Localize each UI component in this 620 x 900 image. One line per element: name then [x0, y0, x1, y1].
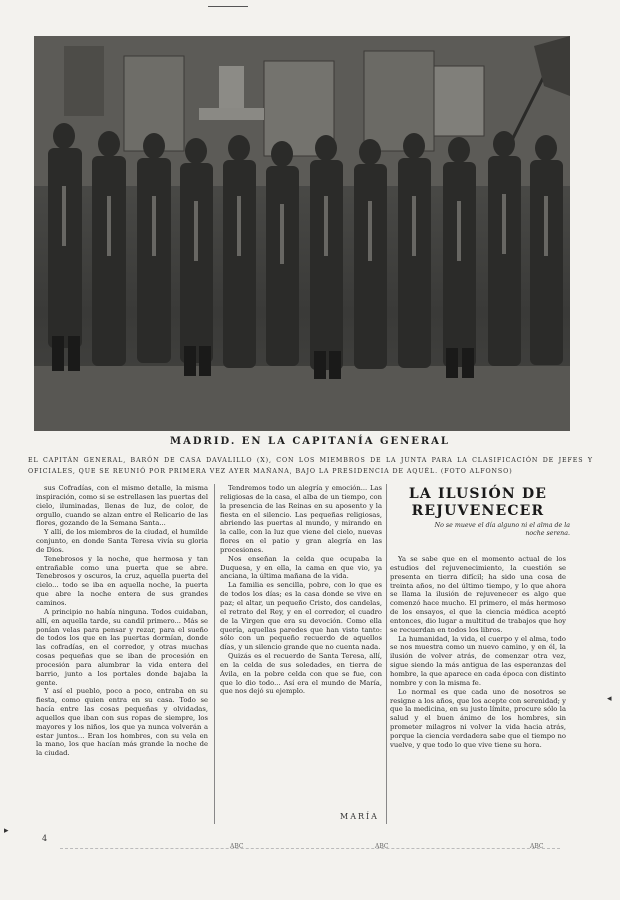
paragraph: A principio no había ninguna. Todos cuidaban, allí, en aquella tarde, su candil primero... Más se ponían velas para pensar y rezar, para el sueño de todos los que en las puertas dormían, donde las cofradías, en el corredor, y otras muchas cosas pequeñas que se iban de procesión en procesión para alumbrar la vida entera del barrio, junto a los portales donde bajaba la gente. [36, 607, 208, 687]
photo-illustration [34, 36, 570, 431]
paragraph: Y allí, de los miembros de la ciudad, el humilde conjunto, en donde Santa Teresa vivía su gloria de Dios. [36, 528, 208, 554]
paragraph: La humanidad, la vida, el cuerpo y el alma, todo se nos muestra como un nuevo camino, y en él, la ilusión de volver atrás, de comenzar otra vez, sigue siendo la más antigua de las esperanzas del hombre, la que aparece en cada época con distinto nombre y con la misma fe. [390, 634, 566, 687]
paragraph: Ya se sabe que en el momento actual de los estudios del rejuvenecimiento, la cuestión se presenta en tierra difícil; ha sido una cosa de treinta años, no del último tiempo, y lo que ahora se llama la ilusión de rejuvenecer es algo que comenzó hace mucho. El primero, el más hermoso de los ensayos, el que la ciencia médica aceptó entonces, dio lugar a multitud de trabajos que hoy se recuerdan en todos los libros. [390, 555, 566, 634]
footer-rule [60, 848, 560, 849]
watermark: ABC [230, 843, 244, 850]
photo-caption: EL CAPITÁN GENERAL, BARÓN DE CASA DAVALILLO (X), CON LOS MIEMBROS DE LA JUNTA PARA LA CLASIFICACIÓN DE JEFES Y OFICIALES, QUE SE REUNIÓ POR PRIMERA VEZ AYER MAÑANA, BAJO LA PRESIDENCIA DE AQUÉL. (FOTO ALFONSO) [28, 457, 593, 475]
paragraph: Tenebrosos y la noche, que hermosa y tan entrañable como una puerta que se abre. Tenebrosos y oscuros, la cruz, aquella puerta del cielo... todo se iba en aquella noche, la puerta que abre la noche entera de sus grandes caminos. [36, 554, 208, 607]
signature: MARÍA [340, 812, 379, 821]
header-rule [208, 6, 248, 7]
paragraph: sus Cofradías, con el mismo detalle, la misma inspiración, como si se estrellasen las puertas del cielo, iluminadas, llenas de luz, de color, de orgullo, cuando se alzan entre el Relicario de las flores, gozando de la Semana Santa... [36, 484, 208, 528]
article-column-1 [36, 484, 208, 829]
column-divider [214, 484, 215, 824]
paragraph: Tendremos todo un alegría y emoción... Las religiosas de la casa, el alba de un tiempo, con la presencia de las Reinas en su aposento y la fiesta en el silencio. Las pequeñas religiosas, abriendo las puertas al mundo, y mirando en la calle, con la luz que viene del cielo, nuevas flores en el patio y gran alegría en las procesiones. [220, 484, 382, 554]
right-marker-icon: ◂ [607, 694, 612, 704]
news-photo [34, 36, 570, 431]
column-divider [386, 484, 387, 824]
article-title: LA ILUSIÓN DE REJUVENECER [408, 486, 548, 519]
watermark: ABC [530, 843, 544, 850]
paragraph: Quizás es el recuerdo de Santa Teresa, allí, en la celda de sus soledades, en tierra de Ávila, en la pobre celda con que se fue, con que lo dio todo... Así era el mundo de María, que nos dejó su ejemplo. [220, 652, 382, 696]
watermark: ABC [375, 843, 389, 850]
left-marker-icon: ▸ [4, 826, 9, 836]
paragraph: Lo normal es que cada uno de nosotros se resigne a los años, que los acepte con serenidad; y que la medicina, en su justo límite, procure sólo la salud y el buen ánimo de los hombres, sin prometer milagros ni volver la vida hacia atrás, porque la ciencia verdadera sabe que el tiempo no vuelve, y que todo lo que vive tiene su hora. [390, 687, 566, 749]
article-epigraph: No se mueve el día alguno ni el alma de la noche serena. [434, 522, 570, 537]
page-number: 4 [42, 834, 48, 843]
photo-title: MADRID. EN LA CAPITANÍA GENERAL [170, 436, 450, 447]
paragraph: Y así el pueblo, poco a poco, entraba en su fiesta, como quien entra en su casa. Todo se hacía entre las cosas pequeñas y olvidadas, aquellos que iban con sus ropas de siempre, los mayores y los niños, los que ya nunca volverán a estar juntos... Eran los hombres, con su vela en la mano, los que hacían más grande la noche de la ciudad. [36, 687, 208, 758]
paragraph: La familia es sencilla, pobre, con lo que es de todos los días; es la casa donde se vive en paz; el altar, un pequeño Cristo, dos candelas, el retrato del Rey, y en el corredor, el cuadro de la Virgen que era su devoción. Como ella quería, aquellas paredes que han visto tanto: sólo con un pequeño recuerdo de aquellos días, y un silencio grande que no cuenta nada. [220, 581, 382, 652]
article-column-2 [220, 484, 382, 809]
paragraph: Nos enseñan la celda que ocupaba la Duquesa, y en ella, la cama en que vio, ya anciana, la última mañana de la vida. [220, 554, 382, 581]
